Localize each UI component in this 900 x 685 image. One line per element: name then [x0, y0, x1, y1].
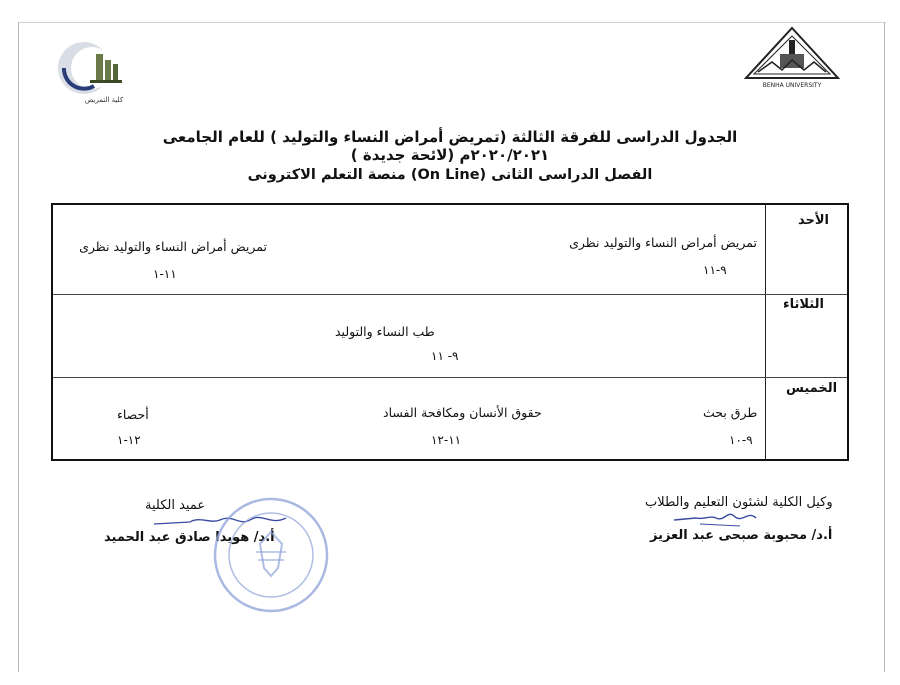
page-border-top: [18, 22, 886, 23]
sunday-course-a: تمريض أمراض النساء والتوليد نظرى: [569, 235, 757, 250]
dean-name: أ.د/ هويدا صادق عبد الحميد: [104, 530, 275, 545]
row-divider-1: [53, 294, 847, 295]
thursday-time-a: ٩-١٠: [729, 433, 753, 447]
benha-logo-caption: BENHA UNIVERSITY: [762, 82, 822, 89]
page-border-left: [18, 22, 19, 672]
thursday-course-c: أحصاء: [117, 407, 149, 422]
sunday-time-a: ٩-١١: [703, 263, 727, 277]
schedule-title: الجدول الدراسى للفرقة الثالثة (تمريض أمراض النساء والتوليد ) للعام الجامعى ٢٠٢٠/٢٠٢١م (لائحة جديدة ): [162, 128, 738, 164]
official-stamp: [212, 496, 330, 614]
benha-university-logo: [742, 26, 842, 90]
thursday-course-b: حقوق الأنسان ومكافحة الفساد: [383, 405, 542, 420]
vice-dean-name: أ.د/ محبوبة صبحى عبد العزيز: [650, 528, 833, 543]
day-tuesday: الثلاثاء: [783, 297, 824, 312]
day-thursday: الخميس: [786, 381, 838, 396]
thursday-time-c: ١٢-١: [117, 433, 141, 447]
dean-role: عميد الكلية: [145, 498, 206, 513]
schedule-subtitle: الفصل الدراسى الثانى (On Line) منصة التعلم الاكترونى: [247, 167, 653, 183]
day-column-divider: [765, 205, 766, 459]
thursday-time-b: ١١-١٢: [431, 433, 462, 447]
tuesday-time: ٩- ١١: [431, 349, 459, 363]
sunday-course-b: تمريض أمراض النساء والتوليد نظرى: [79, 239, 267, 254]
nursing-faculty-logo: [52, 38, 142, 110]
page-border-right: [884, 22, 885, 672]
nursing-logo-caption: كلية التمريض: [84, 96, 124, 104]
day-sunday: الأحد: [798, 213, 830, 228]
thursday-course-a: طرق بحث: [703, 405, 758, 420]
vice-dean-signature: [670, 506, 760, 530]
vice-dean-role: وكيل الكلية لشئون التعليم والطلاب: [645, 495, 833, 510]
sunday-time-b: ١١-١: [153, 267, 177, 281]
row-divider-2: [53, 377, 847, 378]
schedule-table: [51, 203, 849, 461]
tuesday-course: طب النساء والتوليد: [335, 324, 435, 339]
